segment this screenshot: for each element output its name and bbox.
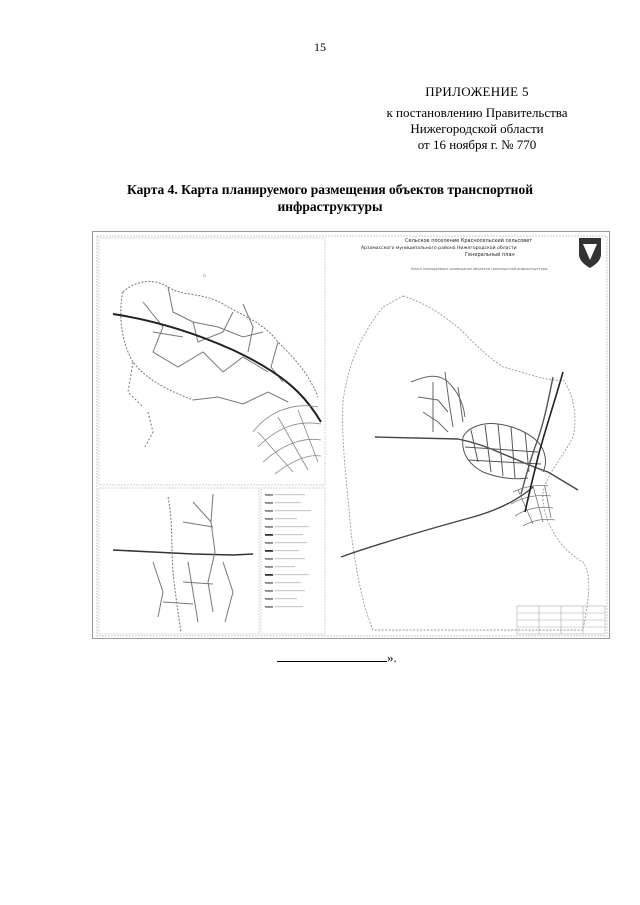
settlement-radial-streets: [511, 485, 555, 526]
map-drawing: [93, 232, 611, 640]
settlement-boundary: [343, 296, 589, 630]
inset-top-place-label: п.: [203, 273, 207, 278]
appendix-line-1: к постановлению Правительства: [386, 105, 568, 120]
north-village-streets: [411, 372, 465, 432]
closing-underline: [277, 650, 387, 662]
closing-quote: ».: [387, 650, 397, 665]
inset-top-main-road: [113, 314, 321, 422]
regional-road: [525, 372, 563, 512]
inset-bottom-streets: [113, 494, 253, 632]
map-subtitle: Карта планируемого размещения объектов транспортной инфраструктуры: [411, 267, 548, 271]
map-heading-line-1: Карта 4. Карта планируемого размещения объектов транспортной: [127, 182, 533, 197]
coat-of-arms-icon: [579, 238, 601, 268]
inset-panel-bottom: [99, 488, 259, 634]
map-image: [92, 231, 610, 639]
main-roads: [341, 377, 578, 557]
appendix-title: ПРИЛОЖЕНИЕ 5: [425, 84, 529, 99]
map-legend: [265, 494, 311, 608]
inset-top-streets: [121, 282, 318, 447]
closing-line: [277, 650, 397, 666]
map-title-line-2: Арзамасского муниципального района Нижегородской области: [361, 246, 517, 251]
map-title-line-3: Генеральный план: [465, 252, 515, 258]
map-title-block: [361, 237, 548, 271]
map-heading-line-2: инфраструктуры: [277, 199, 383, 214]
appendix-line-3: от 16 ноября г. № 770: [417, 137, 537, 152]
appendix-line-2: Нижегородской области: [410, 121, 544, 136]
legend-panel: [261, 488, 325, 634]
page-number: 15: [314, 40, 326, 54]
inset-top-radial-streets: [253, 406, 321, 474]
map-title-line-1: Сельское поселение Красносельский сельсовет: [405, 238, 533, 244]
